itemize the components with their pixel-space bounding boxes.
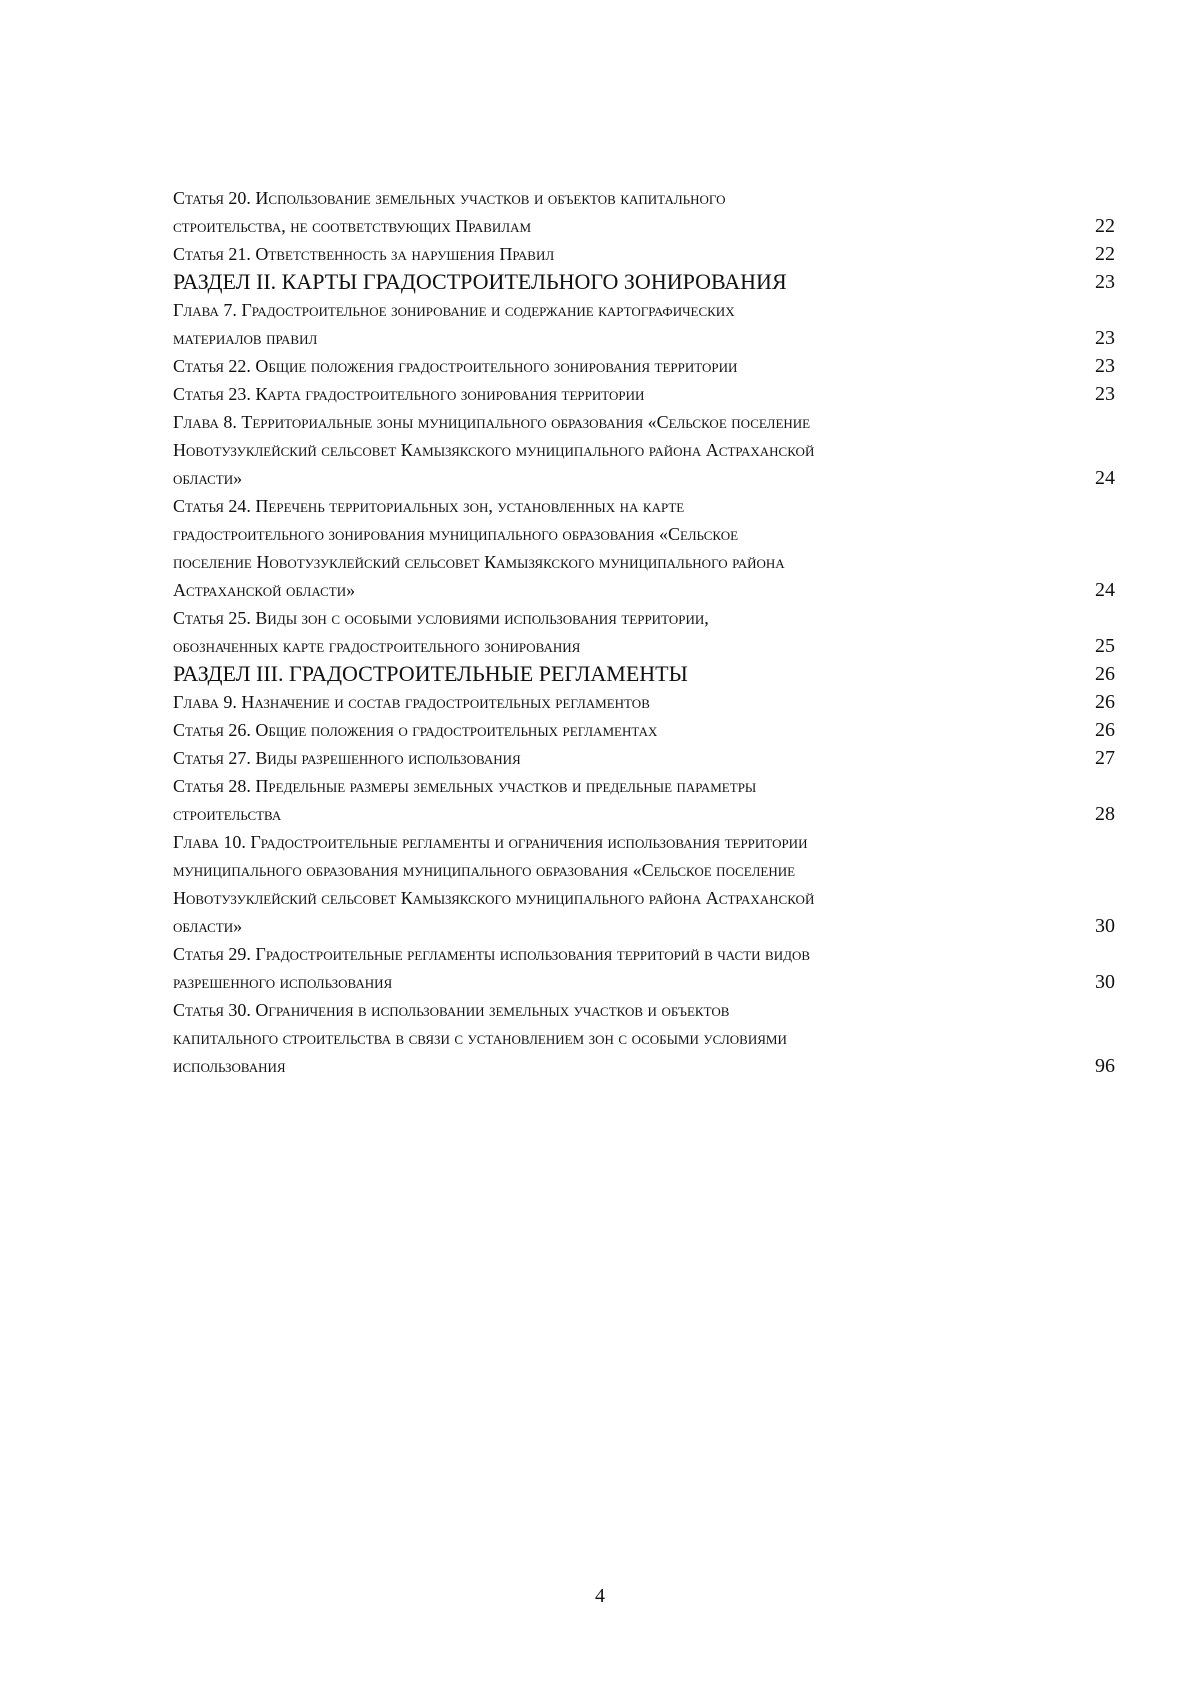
toc-entry-article: [173, 940, 1115, 996]
toc-entry-line: РАЗДЕЛ II. КАРТЫ ГРАДОСТРОИТЕЛЬНОГО ЗОНИРОВАНИЯ: [173, 269, 787, 294]
toc-entry-page: 23: [1095, 355, 1115, 377]
toc-entry-title: [173, 660, 1115, 688]
toc-entry-line: строительства, не соответствующих Правилам: [173, 216, 532, 236]
toc-entry-page: 30: [1095, 915, 1115, 937]
toc-entry-line: Статья 24. Перечень территориальных зон, установленных на карте: [173, 496, 685, 516]
toc-entry-line: Статья 27. Виды разрешенного использования: [173, 748, 521, 768]
toc-entry-line: поселение Новотузуклейский сельсовет Камызякского муниципального района: [173, 552, 785, 572]
toc-entry-page: 24: [1095, 579, 1115, 601]
toc-entry-title: [173, 240, 1115, 268]
toc-entry-line: Астраханской области»: [173, 580, 356, 600]
toc-entry-article: [173, 240, 1115, 268]
toc-entry-page: 22: [1095, 215, 1115, 237]
toc-entry-page: 23: [1095, 383, 1115, 405]
toc-entry-title: [173, 184, 1115, 240]
toc-entry-section: [173, 660, 1115, 688]
toc-entry-article: [173, 380, 1115, 408]
toc-entry-line: Статья 29. Градостроительные регламенты использования территорий в части видов: [173, 944, 811, 964]
toc-entry-title: [173, 772, 1115, 828]
toc-entry-title: [173, 296, 1115, 352]
toc-entry-page: 23: [1095, 271, 1115, 293]
toc-entry-article: [173, 604, 1115, 660]
toc-entry-article: [173, 772, 1115, 828]
toc-entry-chapter: [173, 828, 1115, 940]
toc-entry-line: Статья 22. Общие положения градостроительного зонирования территории: [173, 356, 738, 376]
toc-entry-article: [173, 716, 1115, 744]
toc-entry-title: [173, 492, 1115, 604]
toc-entry-title: [173, 716, 1115, 744]
toc-entry-line: использования: [173, 1056, 286, 1076]
toc-entry-title: [173, 940, 1115, 996]
toc-entry-page: 22: [1095, 243, 1115, 265]
toc-entry-page: 25: [1095, 635, 1115, 657]
toc-entry-title: [173, 408, 1115, 492]
toc-entry-line: Глава 7. Градостроительное зонирование и содержание картографических: [173, 300, 735, 320]
toc-entry-title: [173, 352, 1115, 380]
toc-entry-article: [173, 744, 1115, 772]
toc-entry-line: Статья 26. Общие положения о градостроительных регламентах: [173, 720, 658, 740]
toc-entry-line: Статья 23. Карта градостроительного зонирования территории: [173, 384, 645, 404]
toc-entry-title: [173, 604, 1115, 660]
toc-entry-title: [173, 380, 1115, 408]
toc-entry-chapter: [173, 296, 1115, 352]
toc-entry-line: материалов правил: [173, 328, 318, 348]
toc-entry-line: Новотузуклейский сельсовет Камызякского муниципального района Астраханской: [173, 888, 815, 908]
toc-entry-line: Статья 21. Ответственность за нарушения Правил: [173, 244, 555, 264]
toc-entry-page: 23: [1095, 327, 1115, 349]
toc-entry-article: [173, 184, 1115, 240]
toc-entry-page: 28: [1095, 803, 1115, 825]
toc-entry-page: 26: [1095, 719, 1115, 741]
page-number: 4: [595, 1585, 605, 1607]
toc-entry-page: 24: [1095, 467, 1115, 489]
toc-entry-line: Статья 30. Ограничения в использовании земельных участков и объектов: [173, 1000, 730, 1020]
toc-entry-line: Глава 10. Градостроительные регламенты и ограничения использования территории: [173, 832, 808, 852]
toc-entry-article: [173, 492, 1115, 604]
toc-entry-page: 26: [1095, 663, 1115, 685]
toc-entry-chapter: [173, 408, 1115, 492]
toc-entry-section: [173, 268, 1115, 296]
toc-entry-page: 27: [1095, 747, 1115, 769]
toc-entry-title: [173, 688, 1115, 716]
toc-entry-chapter: [173, 688, 1115, 716]
toc-entry-line: РАЗДЕЛ III. ГРАДОСТРОИТЕЛЬНЫЕ РЕГЛАМЕНТЫ: [173, 661, 688, 686]
toc-entry-line: Глава 9. Назначение и состав градостроительных регламентов: [173, 692, 650, 712]
toc-entry-line: области»: [173, 916, 243, 936]
toc-entry-page: 96: [1095, 1055, 1115, 1077]
table-of-contents: [173, 184, 1115, 1080]
toc-entry-line: Глава 8. Территориальные зоны муниципального образования «Сельское поселение: [173, 412, 811, 432]
toc-entry-title: [173, 268, 1115, 296]
toc-entry-article: [173, 996, 1115, 1080]
toc-entry-line: капитального строительства в связи с установлением зон с особыми условиями: [173, 1028, 787, 1048]
toc-entry-line: Статья 28. Предельные размеры земельных участков и предельные параметры: [173, 776, 757, 796]
toc-entry-title: [173, 744, 1115, 772]
toc-entry-article: [173, 352, 1115, 380]
toc-entry-line: муниципального образования муниципального образования «Сельское поселение: [173, 860, 796, 880]
toc-entry-line: Статья 25. Виды зон с особыми условиями использования территории,: [173, 608, 709, 628]
toc-entry-page: 26: [1095, 691, 1115, 713]
toc-entry-line: Новотузуклейский сельсовет Камызякского муниципального района Астраханской: [173, 440, 815, 460]
toc-entry-page: 30: [1095, 971, 1115, 993]
toc-entry-line: обозначенных карте градостроительного зонирования: [173, 636, 581, 656]
toc-entry-line: разрешенного использования: [173, 972, 393, 992]
toc-entry-line: области»: [173, 468, 243, 488]
toc-entry-line: Статья 20. Использование земельных участков и объектов капитального: [173, 188, 726, 208]
toc-entry-line: строительства: [173, 804, 282, 824]
toc-entry-title: [173, 828, 1115, 940]
toc-entry-title: [173, 996, 1115, 1080]
toc-entry-line: градостроительного зонирования муниципального образования «Сельское: [173, 524, 739, 544]
